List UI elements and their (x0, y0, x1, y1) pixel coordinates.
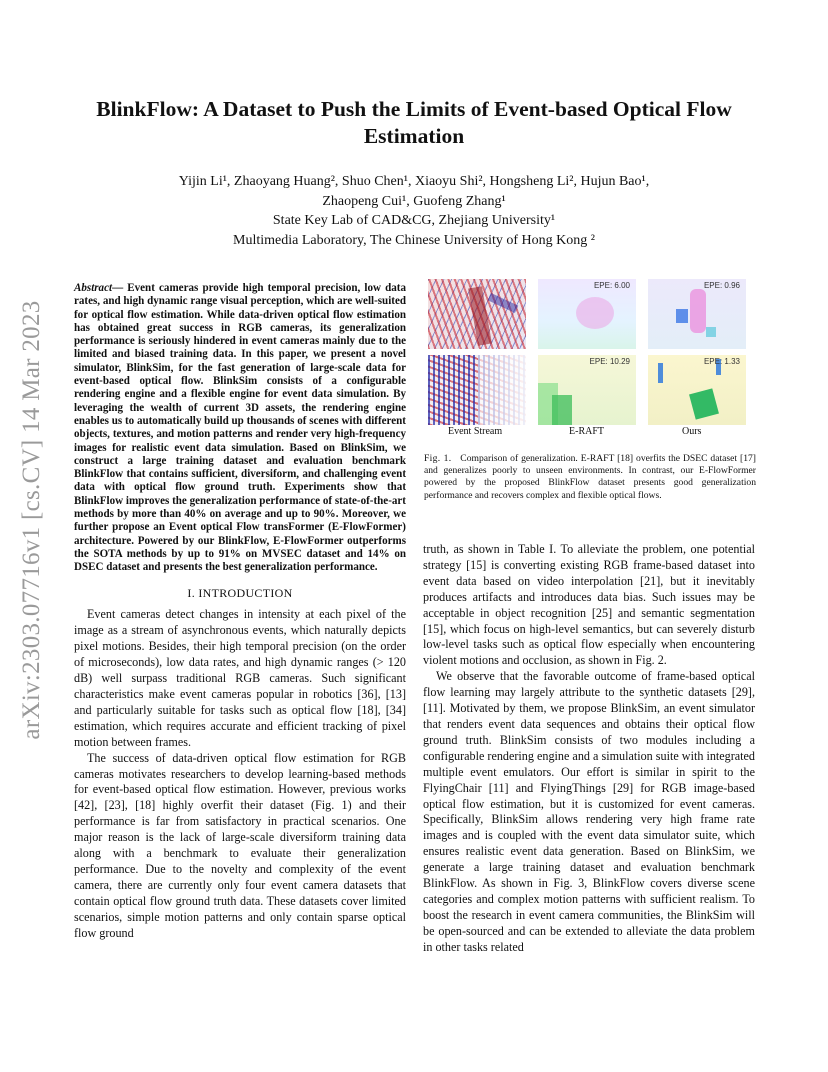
abstract (74, 282, 406, 575)
label-ours: Ours (682, 426, 702, 437)
epe-label: EPE: 1.33 (703, 357, 740, 366)
right-column-text (423, 542, 755, 956)
affiliation-1: State Key Lab of CAD&CG, Zhejiang University¹ (272, 213, 556, 228)
author-line-2: Zhaopeng Cui¹, Guofeng Zhang¹ (322, 193, 506, 209)
caption-text: Comparison of generalization. E-RAFT [18] overfits the DSEC dataset [17] and generalizes poorly to unseen environments. In contrast, our E-FlowFormer powered by the proposed BlinkFlow dataset presents good generalization performance and recovers complex and flexible optical flows. (424, 453, 756, 501)
arxiv-sidebar-stamp (12, 275, 52, 765)
abstract-label: Abstract (74, 282, 113, 294)
figure-column-labels (424, 425, 756, 441)
abstract-text: — Event cameras provide high temporal precision, low data rates, and high dynamic range visual perception, which are well-suited for optical flow estimation. While data-driven optical flow estimation has obtained great success in RGB cameras, its generalization performance is seriously hindered in event cameras mainly due to the limited and biased training data. In this paper, we present a novel simulator, BlinkSim, for the fast generation of large-scale data for event-based optical flow. BlinkSim consists of a configurable rendering engine and a flexible engine for event data simulation. By leveraging the wealth of current 3D assets, the rendering engine enables us to automatically build up thousands of scenes with different objects, textures, and motion patterns and render very high-frequency images for realistic event data simulation. Based on BlinkSim, we construct a large training dataset and evaluation benchmark BlinkFlow that contains sufficient, diversiform, and challenging event data with optical flow ground truth. Experiments show that BlinkFlow improves the generalization performance of state-of-the-art methods by more than 40% on average and up to 90%. Moreover, we further propose an Event optical Flow transFormer (E-FlowFormer) architecture. Powered by our BlinkFlow, E-FlowFormer outperforms the SOTA methods by up to 91% on MVSEC dataset and 14% on DSEC dataset and presents the best generalization performance. (74, 282, 406, 574)
ours-flow-image-bottom (648, 355, 746, 425)
affiliation-2: Multimedia Laboratory, The Chinese University of Hong Kong ² (233, 232, 595, 248)
author-line-1: Yijin Li¹, Zhaoyang Huang², Shuo Chen¹, Xiaoyu Shi², Hongsheng Li², Hujun Bao¹, (178, 174, 650, 189)
arxiv-id: arXiv:2303.07716v1 [cs.CV] 14 Mar 2023 (18, 300, 45, 740)
label-e-raft: E-RAFT (569, 426, 604, 437)
eraft-flow-image-bottom (538, 355, 636, 425)
left-column (74, 282, 406, 941)
figure-1 (424, 279, 756, 502)
intro-paragraph: The success of data-driven optical flow estimation for RGB cameras motivates researchers to develop learning-based methods for event-based optical flow estimation. However, previous works [42], [23], [18] highly overfit their dataset (Fig. 1) and their performance is far from satisfactory in practical scenarios. One major reason is the lack of large-scale diversiform training data along with a benchmark to evaluate their generalization performance. Due to the novelty and complexity of the event camera, there are currently only four event camera datasets that contain optical flow ground truth data. These datasets cover limited scenarios, simple motion patterns and only contain sparse optical flow ground (74, 750, 406, 940)
section-heading-introduction: I. INTRODUCTION (187, 585, 293, 600)
label-event-stream: Event Stream (448, 426, 503, 437)
body-paragraph: truth, as shown in Table I. To alleviate the problem, one potential strategy [15] is converting existing RGB frame-based dataset into event data based on video interpolation [21], but it inevitably produces artifacts and introduces data bias. Such issues may be acceptable in object recognition [25] and semantic segmentation [15], which focus on high-level semantics, but can severely disturb low-level tasks such as optical flow especially when encountering violent motions and occlusion, as shown in Fig. 2. (423, 542, 755, 668)
author-block (100, 172, 728, 250)
paper-title: BlinkFlow: A Dataset to Push the Limits of Event-based Optical Flow Estimation (96, 97, 732, 148)
figure-image-grid (424, 279, 756, 425)
event-stream-image-bottom (428, 355, 526, 425)
ours-flow-image-top (648, 279, 746, 349)
epe-label: EPE: 6.00 (593, 281, 630, 290)
event-stream-image-top (428, 279, 526, 349)
intro-paragraph: Event cameras detect changes in intensity at each pixel of the image as a stream of asynchronous events, which naturally depicts pixel motions. Besides, their high temporal precision (on the order of microseconds), low data rates, and high dynamic ranges (> 120 dB) well surpass traditional RGB cameras. Such significant characteristics make event cameras popular in robotics [36], [13] and particularly suitable for tasks such as optical flow [18], [34] estimation, which requires accurate and efficient tracking of pixel motion between frames. (74, 607, 406, 749)
body-paragraph: We observe that the favorable outcome of frame-based optical flow learning may largely attribute to the synthetic datasets [29], [11]. Motivated by them, we propose BlinkSim, an event simulator that renders event data sequences and obtains their optical flow ground truth. BlinkSim consists of two modules including a configurable rendering engine and a simulation suite with integrated multiple event emulators. Our effort is similar in spirit to the FlyingChair [11] and FlyingThings [29] for RGB image-based optical flow estimation, but it is customized for event cameras. Specifically, BlinkSim allows rendering very high frame rate images and is coupled with the event data simulator suite, which ensures realistic event data generation. Based on BlinkSim, we generate a large training dataset and evaluation benchmark BlinkFlow. As shown in Fig. 3, BlinkFlow covers diverse scene categories and complex motion patterns with sufficient realism. To boost the research in event camera communities, the BlinkSim will be open-sourced and can be extended to alleviate the data problem in other tasks related (423, 669, 755, 954)
figure-caption (424, 453, 756, 502)
caption-label: Fig. 1. (424, 453, 452, 464)
epe-label: EPE: 10.29 (589, 357, 630, 366)
epe-label: EPE: 0.96 (703, 281, 740, 290)
eraft-flow-image-top (538, 279, 636, 349)
